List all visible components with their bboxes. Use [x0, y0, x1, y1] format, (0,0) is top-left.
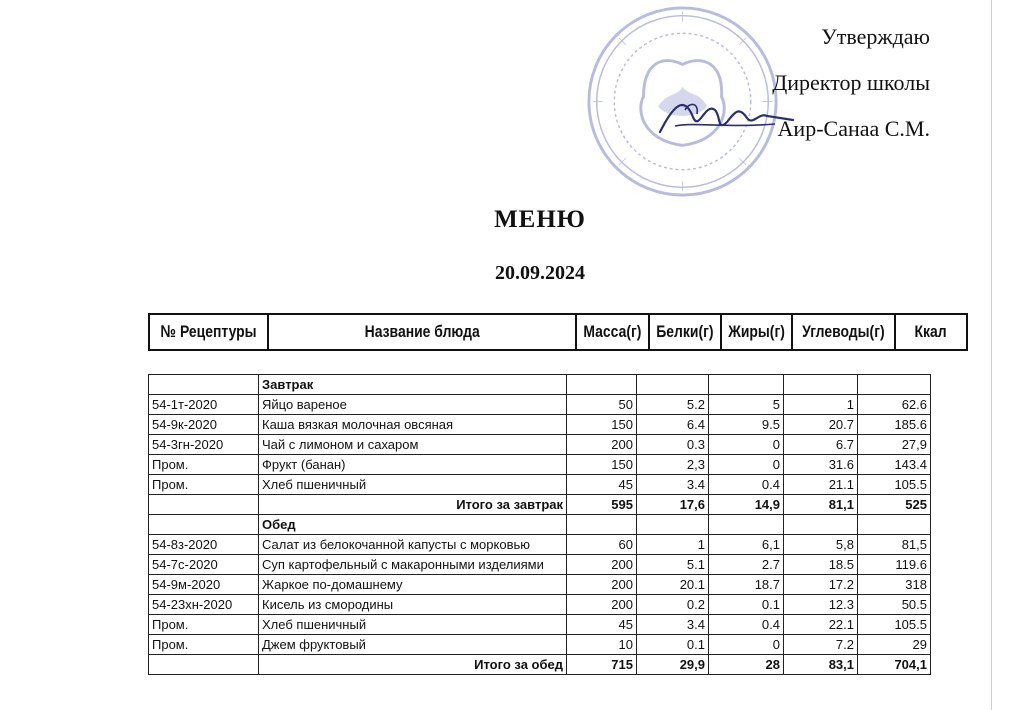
cell-dish: Яйцо вареное [259, 395, 567, 415]
cell-protein: 0.2 [637, 595, 709, 615]
table-row [149, 595, 931, 615]
cell-protein: 0.1 [637, 635, 709, 655]
total-kcal: 525 [858, 495, 931, 515]
cell-recipe: 54-1т-2020 [149, 395, 259, 415]
scan-edge-line [991, 0, 992, 710]
cell-recipe: 54-7с-2020 [149, 555, 259, 575]
cell-kcal: 318 [858, 575, 931, 595]
cell-protein: 3.4 [637, 475, 709, 495]
table-row [149, 575, 931, 595]
cell-carbs: 1 [784, 395, 858, 415]
cell-fat: 0.4 [709, 475, 784, 495]
header-protein: Белки(г) [649, 314, 721, 350]
total-carbs: 81,1 [784, 495, 858, 515]
cell-dish: Джем фруктовый [259, 635, 567, 655]
cell-protein: 3.4 [637, 615, 709, 635]
cell-recipe [149, 375, 259, 395]
header-table [148, 313, 968, 351]
header-recipe: № Рецептуры [149, 314, 268, 350]
cell-dish: Жаркое по-домашнему [259, 575, 567, 595]
cell-empty [858, 515, 931, 535]
cell-recipe: 54-9м-2020 [149, 575, 259, 595]
cell-carbs: 18.5 [784, 555, 858, 575]
table-row [149, 475, 931, 495]
cell-carbs: 22.1 [784, 615, 858, 635]
cell-carbs: 7.2 [784, 635, 858, 655]
handwritten-signature-icon [655, 92, 795, 142]
cell-fat: 0.4 [709, 615, 784, 635]
cell-fat: 9.5 [709, 415, 784, 435]
table-row [149, 415, 931, 435]
cell-fat: 5 [709, 395, 784, 415]
cell-fat: 0.1 [709, 595, 784, 615]
cell-empty [709, 375, 784, 395]
cell-mass: 200 [567, 435, 637, 455]
cell-recipe: 54-9к-2020 [149, 415, 259, 435]
approval-heading: Утверждаю [821, 24, 930, 49]
cell-protein: 6.4 [637, 415, 709, 435]
cell-protein: 1 [637, 535, 709, 555]
cell-mass: 60 [567, 535, 637, 555]
cell-mass: 150 [567, 455, 637, 475]
cell-fat: 0 [709, 435, 784, 455]
cell-dish: Чай с лимоном и сахаром [259, 435, 567, 455]
menu-date: 20.09.2024 [495, 262, 585, 284]
cell-carbs: 17.2 [784, 575, 858, 595]
cell-carbs: 12.3 [784, 595, 858, 615]
cell-kcal: 50.5 [858, 595, 931, 615]
cell-dish: Кисель из смородины [259, 595, 567, 615]
cell-carbs: 21.1 [784, 475, 858, 495]
cell-recipe: Пром. [149, 635, 259, 655]
cell-kcal: 143.4 [858, 455, 931, 475]
table-row [149, 615, 931, 635]
total-mass: 595 [567, 495, 637, 515]
header-dish: Название блюда [268, 314, 576, 350]
section-label: Обед [259, 515, 567, 535]
total-label: Итого за завтрак [259, 495, 567, 515]
page-title: МЕНЮ [494, 206, 586, 233]
cell-recipe: 54-8з-2020 [149, 535, 259, 555]
cell-dish: Каша вязкая молочная овсяная [259, 415, 567, 435]
cell-mass: 200 [567, 595, 637, 615]
cell-mass: 45 [567, 615, 637, 635]
cell-dish: Хлеб пшеничный [259, 475, 567, 495]
cell-empty [709, 515, 784, 535]
section-label: Завтрак [259, 375, 567, 395]
cell-mass: 200 [567, 575, 637, 595]
cell-kcal: 81,5 [858, 535, 931, 555]
approval-name: Аир-Санаа С.М. [777, 116, 930, 141]
cell-fat: 2.7 [709, 555, 784, 575]
lunch-section-row [149, 515, 931, 535]
cell-carbs: 6.7 [784, 435, 858, 455]
cell-kcal: 185.6 [858, 415, 931, 435]
cell-recipe [149, 655, 259, 675]
menu-table [148, 374, 931, 675]
cell-empty [784, 515, 858, 535]
cell-dish: Суп картофельный с макаронными изделиями [259, 555, 567, 575]
cell-recipe [149, 495, 259, 515]
total-carbs: 83,1 [784, 655, 858, 675]
total-mass: 715 [567, 655, 637, 675]
cell-dish: Салат из белокочанной капусты с морковью [259, 535, 567, 555]
header-fat: Жиры(г) [721, 314, 792, 350]
cell-carbs: 5,8 [784, 535, 858, 555]
total-fat: 28 [709, 655, 784, 675]
cell-mass: 150 [567, 415, 637, 435]
cell-mass: 45 [567, 475, 637, 495]
table-row [149, 455, 931, 475]
lunch-total-row [149, 655, 931, 675]
cell-kcal: 119.6 [858, 555, 931, 575]
table-row [149, 555, 931, 575]
cell-mass: 50 [567, 395, 637, 415]
cell-recipe [149, 515, 259, 535]
breakfast-section-row [149, 375, 931, 395]
cell-fat: 18.7 [709, 575, 784, 595]
cell-kcal: 105.5 [858, 475, 931, 495]
cell-empty [637, 375, 709, 395]
total-protein: 17,6 [637, 495, 709, 515]
table-row [149, 635, 931, 655]
cell-empty [858, 375, 931, 395]
table-row [149, 435, 931, 455]
cell-carbs: 20.7 [784, 415, 858, 435]
cell-empty [784, 375, 858, 395]
cell-kcal: 62.6 [858, 395, 931, 415]
approval-position: Директор школы [772, 70, 930, 95]
cell-mass: 10 [567, 635, 637, 655]
cell-empty [637, 515, 709, 535]
cell-protein: 5.2 [637, 395, 709, 415]
cell-protein: 5.1 [637, 555, 709, 575]
table-row [149, 535, 931, 555]
cell-recipe: Пром. [149, 615, 259, 635]
header-row [149, 314, 967, 350]
cell-fat: 0 [709, 455, 784, 475]
cell-mass: 200 [567, 555, 637, 575]
cell-recipe: 54-3гн-2020 [149, 435, 259, 455]
approval-block [772, 14, 930, 152]
cell-carbs: 31.6 [784, 455, 858, 475]
total-label: Итого за обед [259, 655, 567, 675]
total-kcal: 704,1 [858, 655, 931, 675]
cell-recipe: Пром. [149, 475, 259, 495]
cell-empty [567, 515, 637, 535]
cell-dish: Фрукт (банан) [259, 455, 567, 475]
cell-protein: 20.1 [637, 575, 709, 595]
cell-dish: Хлеб пшеничный [259, 615, 567, 635]
cell-kcal: 27,9 [858, 435, 931, 455]
cell-recipe: 54-23хн-2020 [149, 595, 259, 615]
header-kcal: Ккал [895, 314, 967, 350]
cell-empty [567, 375, 637, 395]
total-fat: 14,9 [709, 495, 784, 515]
cell-protein: 0.3 [637, 435, 709, 455]
cell-recipe: Пром. [149, 455, 259, 475]
cell-fat: 6,1 [709, 535, 784, 555]
cell-kcal: 29 [858, 635, 931, 655]
cell-protein: 2,3 [637, 455, 709, 475]
table-row [149, 395, 931, 415]
cell-kcal: 105.5 [858, 615, 931, 635]
total-protein: 29,9 [637, 655, 709, 675]
cell-fat: 0 [709, 635, 784, 655]
breakfast-total-row [149, 495, 931, 515]
header-carbs: Углеводы(г) [792, 314, 895, 350]
header-mass: Масса(г) [576, 314, 649, 350]
